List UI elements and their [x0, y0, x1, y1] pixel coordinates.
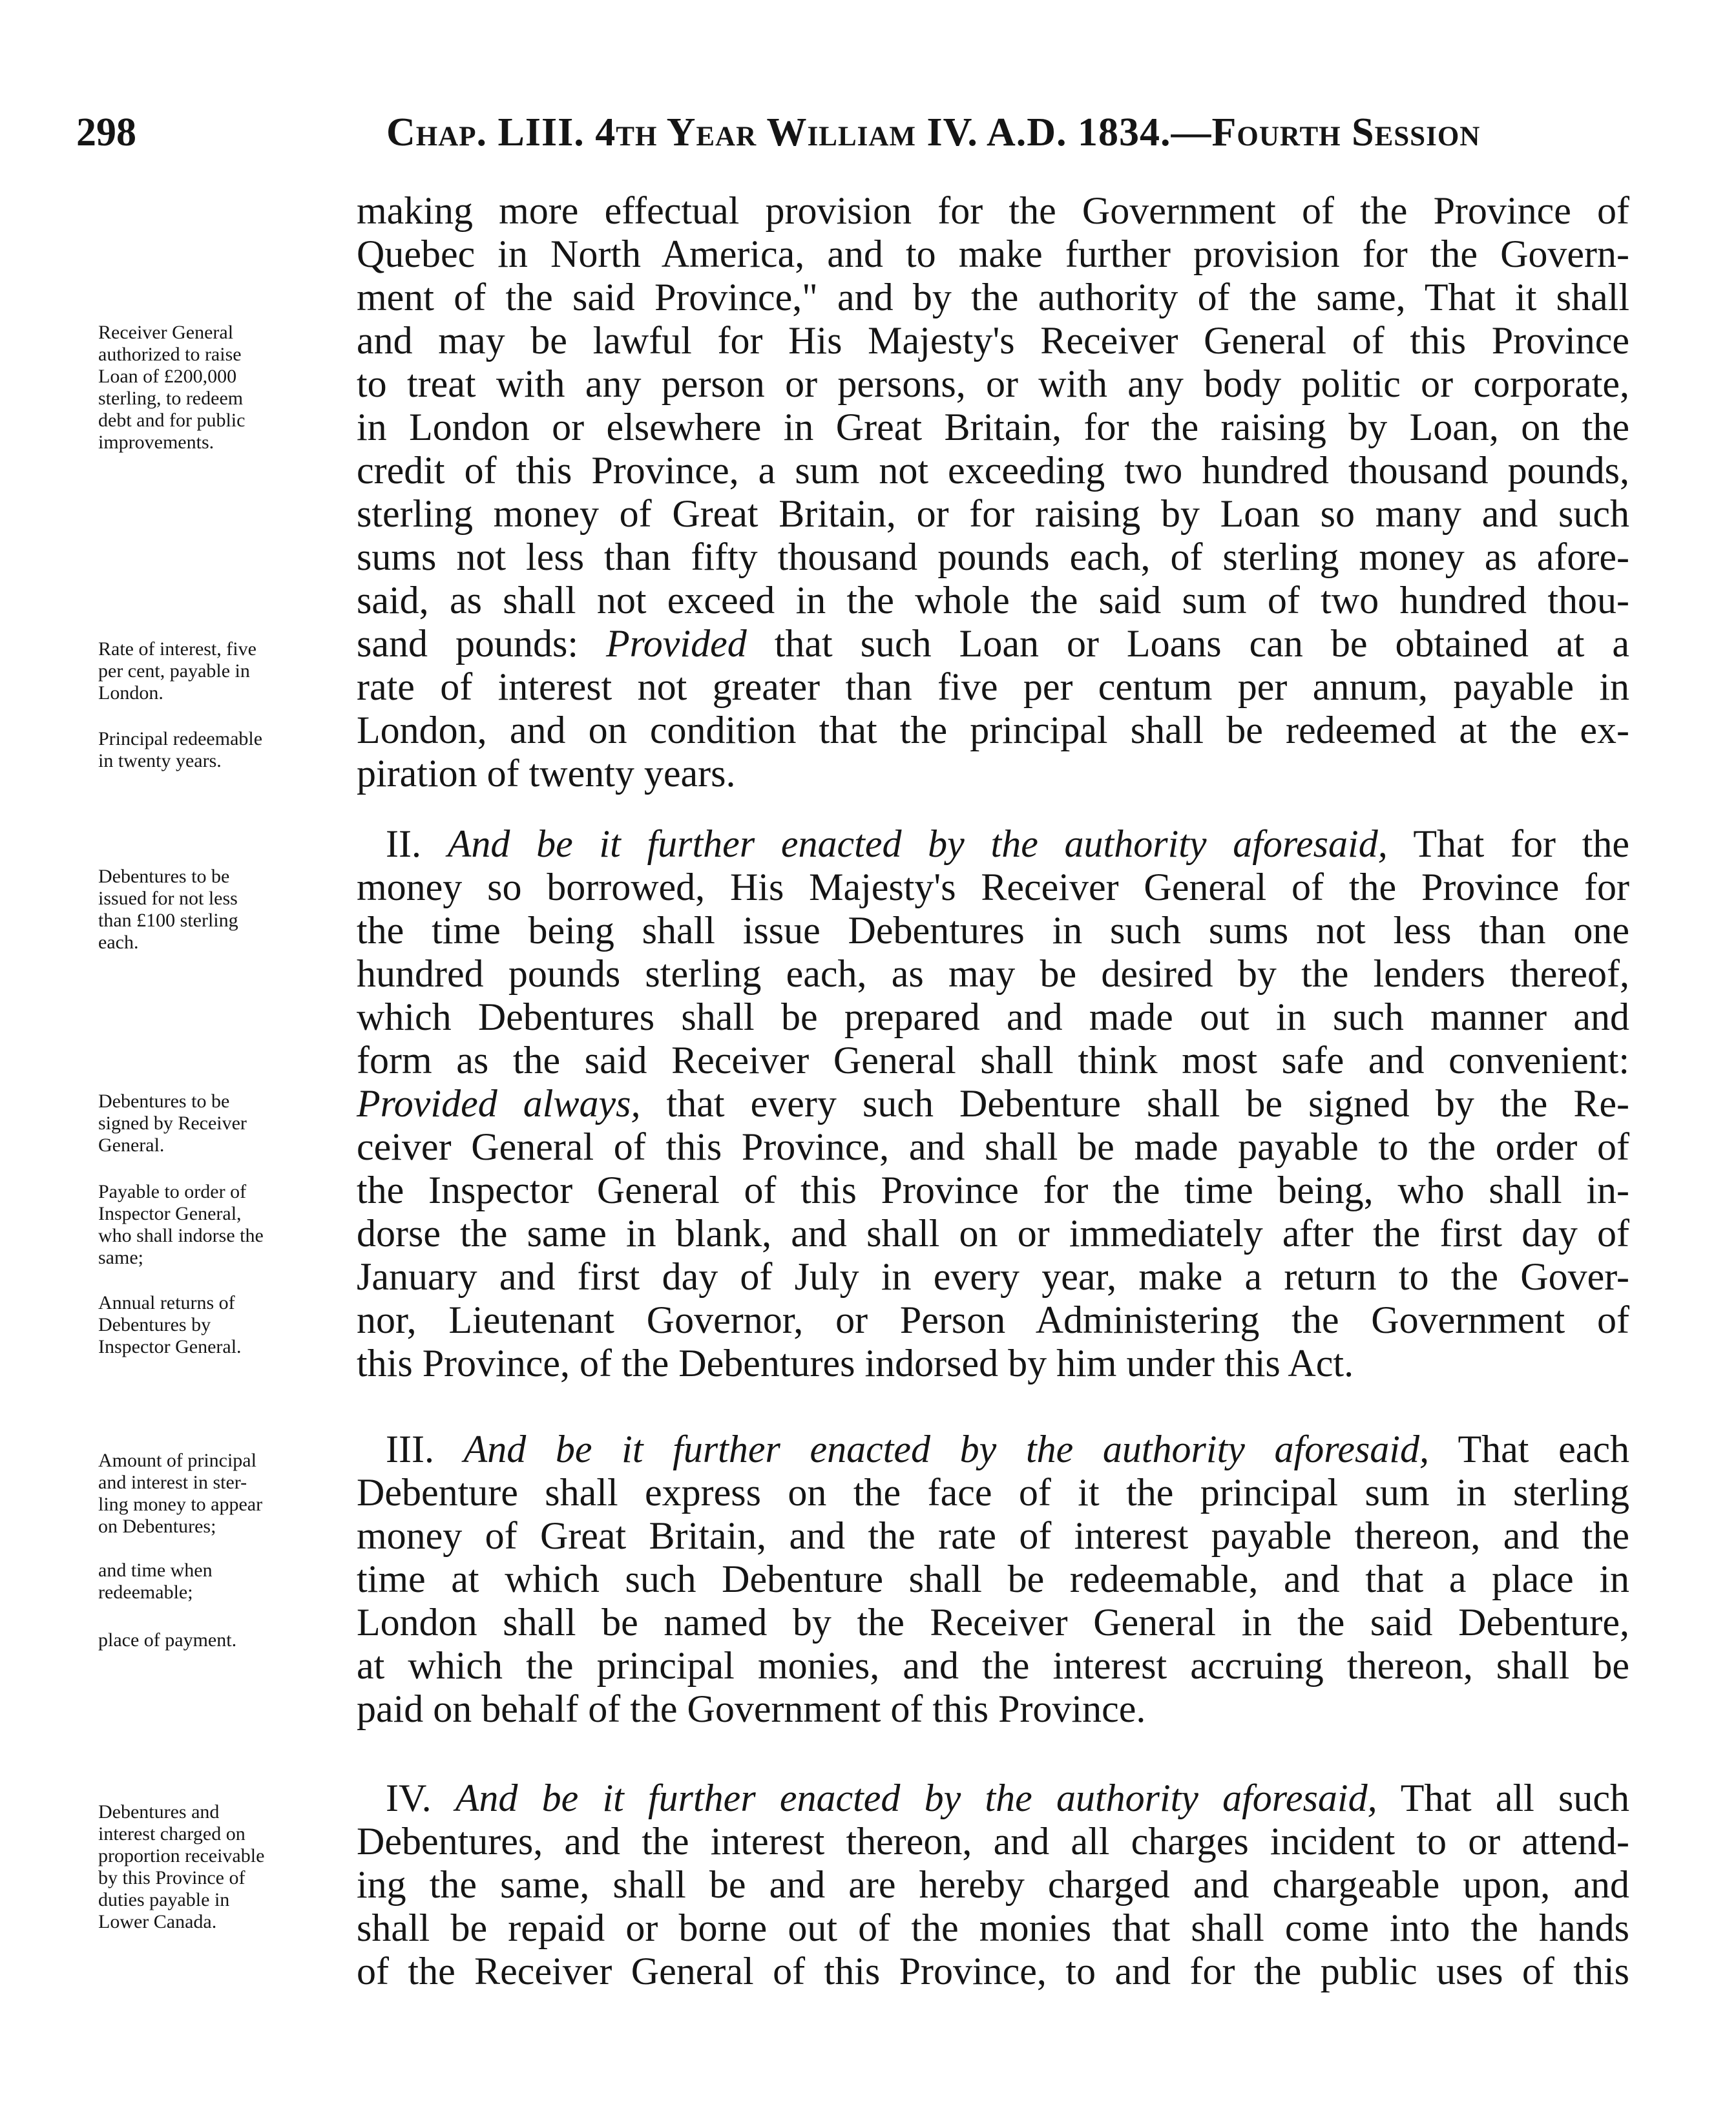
margin-note-line: Receiver General [98, 322, 234, 343]
margin-note-line: Inspector General, [98, 1203, 242, 1224]
text-line: paid on behalf of the Government of this Province. [357, 1688, 1146, 1730]
text-line: to treat with any person or persons, or with any body politic or corporate, [357, 362, 1629, 405]
margin-note-line: duties payable in [98, 1889, 230, 1910]
page-number: 298 [76, 110, 136, 154]
enacting-clause: And be it further enacted by the authority aforesaid, [447, 822, 1388, 865]
section-4 [357, 1777, 1629, 1993]
text-line: the Inspector General of this Province for the time being, who shall in- [357, 1169, 1629, 1211]
margin-note-line: who shall indorse the [98, 1225, 264, 1246]
text-fragment: that such Loan or Loans can be obtained at a [746, 622, 1629, 665]
margin-note-time-redeemable [98, 1560, 350, 1604]
text-line: form as the said Receiver General shall think most safe and convenient: [357, 1039, 1629, 1082]
margin-note-line: ling money to appear [98, 1494, 263, 1515]
margin-note-line: Annual returns of [98, 1292, 235, 1313]
running-title: Chap. LIII. 4th Year William IV. A.D. 1834.—Fourth Session [386, 110, 1481, 154]
section-numeral: IV. [386, 1777, 432, 1819]
margin-note-line: place of payment. [98, 1629, 237, 1651]
text-line: Debenture shall express on the face of it the principal sum in sterling [357, 1471, 1629, 1514]
text-line: money of Great Britain, and the rate of interest payable thereon, and the [357, 1514, 1629, 1557]
proviso-italic: Provided always, [357, 1082, 641, 1125]
text-fragment: that every such Debenture shall be signed by the Re- [640, 1082, 1629, 1125]
margin-note-line: issued for not less [98, 888, 238, 909]
text-line: credit of this Province, a sum not exceeding two hundred thousand pounds, [357, 449, 1629, 492]
page-header [76, 103, 1601, 162]
enacting-clause: And be it further enacted by the authority aforesaid, [463, 1428, 1429, 1470]
text-line: piration of twenty years. [357, 752, 736, 795]
text-line: which Debentures shall be prepared and made out in such manner and [357, 996, 1629, 1038]
margin-note-rate-of-interest [98, 638, 350, 704]
margin-note-loan-authority [98, 322, 350, 454]
margin-note-line: Debentures to be [98, 866, 230, 887]
text-line: ceiver General of this Province, and shall be made payable to the order of [357, 1125, 1629, 1168]
margin-note-line: on Debentures; [98, 1516, 216, 1537]
margin-note-debentures-charged [98, 1801, 350, 1933]
section-4-opening-line [357, 1777, 1629, 1820]
margin-note-line: Debentures by [98, 1314, 211, 1335]
margin-note-line: and time when [98, 1560, 213, 1581]
text-line: London shall be named by the Receiver General in the said Debenture, [357, 1601, 1629, 1644]
margin-note-line: improvements. [98, 432, 214, 453]
margin-note-line: Amount of principal [98, 1450, 256, 1471]
margin-note-line: Rate of interest, five [98, 638, 256, 660]
margin-note-line: sterling, to redeem [98, 388, 244, 409]
text-line: rate of interest not greater than five per centum per annum, payable in [357, 665, 1629, 708]
margin-note-line: than £100 sterling [98, 910, 238, 931]
text-fragment: sand pounds: [357, 622, 606, 665]
text-line [357, 1082, 1629, 1125]
text-line: Quebec in North America, and to make further provision for the Govern- [357, 233, 1629, 275]
text-fragment: That each [1428, 1428, 1630, 1470]
text-line: money so borrowed, His Majesty's Receiver General of the Province for [357, 866, 1629, 908]
section-numeral: II. [386, 822, 421, 865]
margin-note-debentures-signed [98, 1091, 350, 1156]
text-line: nor, Lieutenant Governor, or Person Administering the Government of [357, 1299, 1629, 1341]
margin-note-line: Lower Canada. [98, 1911, 217, 1932]
margin-note-line: Debentures to be [98, 1091, 230, 1112]
text-line: at which the principal monies, and the interest accruing thereon, shall be [357, 1644, 1629, 1687]
text-fragment: That for the [1387, 822, 1629, 865]
margin-note-line: redeemable; [98, 1582, 193, 1603]
text-line: January and first day of July in every year, make a return to the Gover- [357, 1255, 1629, 1298]
text-line: Debentures, and the interest thereon, and all charges incident to or attend- [357, 1820, 1629, 1863]
margin-note-line: Principal redeemable [98, 728, 263, 749]
margin-note-place-of-payment [98, 1629, 350, 1651]
text-line: and may be lawful for His Majesty's Receiver General of this Province [357, 319, 1629, 362]
text-line: the time being shall issue Debentures in such sums not less than one [357, 909, 1629, 952]
text-line: shall be repaid or borne out of the monies that shall come into the hands [357, 1907, 1629, 1949]
section-2 [357, 822, 1629, 1385]
margin-note-principal-redeemable [98, 728, 350, 772]
margin-note-line: per cent, payable in [98, 660, 250, 682]
margin-note-payable-to-order [98, 1181, 350, 1269]
margin-note-line: in twenty years. [98, 750, 222, 771]
text-fragment: That all such [1377, 1777, 1630, 1819]
margin-note-annual-returns [98, 1292, 350, 1358]
section-numeral: III. [386, 1428, 434, 1470]
margin-note-line: Payable to order of [98, 1181, 247, 1202]
margin-note-amount-of-principal [98, 1450, 350, 1538]
margin-note-line: signed by Receiver [98, 1113, 247, 1134]
text-line: hundred pounds sterling each, as may be desired by the lenders thereof, [357, 952, 1629, 995]
margin-note-line: Debentures and [98, 1801, 220, 1823]
margin-note-line: and interest in ster- [98, 1472, 247, 1493]
text-line: ment of the said Province," and by the authority of the same, That it shall [357, 276, 1629, 319]
margin-note-line: by this Province of [98, 1867, 246, 1888]
text-line: sterling money of Great Britain, or for raising by Loan so many and such [357, 492, 1629, 535]
text-line: of the Receiver General of this Province, to and for the public uses of this [357, 1950, 1629, 1992]
text-line: time at which such Debenture shall be redeemable, and that a place in [357, 1558, 1629, 1600]
margin-note-line: interest charged on [98, 1823, 246, 1845]
margin-note-line: Inspector General. [98, 1336, 242, 1357]
text-line: ing the same, shall be and are hereby charged and chargeable upon, and [357, 1863, 1629, 1906]
margin-note-line: each. [98, 932, 139, 953]
text-line: dorse the same in blank, and shall on or immediately after the first day of [357, 1212, 1629, 1255]
section-3-opening-line [357, 1428, 1629, 1471]
margin-note-line: Loan of £200,000 [98, 366, 237, 387]
text-line: said, as shall not exceed in the whole the said sum of two hundred thou- [357, 579, 1629, 622]
margin-note-line: London. [98, 682, 163, 704]
text-line [357, 622, 1629, 665]
margin-note-debentures-issued [98, 866, 350, 954]
proviso-italic: Provided [606, 622, 747, 665]
section-1-continuation [357, 189, 1629, 795]
text-line: in London or elsewhere in Great Britain, for the raising by Loan, on the [357, 406, 1629, 448]
section-3 [357, 1428, 1629, 1731]
margin-note-line: General. [98, 1134, 165, 1156]
text-line: sums not less than fifty thousand pounds each, of sterling money as afore- [357, 536, 1629, 578]
margin-note-line: same; [98, 1247, 143, 1268]
margin-note-line: proportion receivable [98, 1845, 265, 1866]
text-line: London, and on condition that the principal shall be redeemed at the ex- [357, 709, 1629, 751]
section-2-opening-line [357, 822, 1629, 866]
text-line: making more effectual provision for the Government of the Province of [357, 189, 1629, 232]
margin-note-line: authorized to raise [98, 344, 242, 365]
text-line: this Province, of the Debentures indorsed by him under this Act. [357, 1342, 1354, 1385]
margin-note-line: debt and for public [98, 410, 246, 431]
enacting-clause: And be it further enacted by the authority aforesaid, [455, 1777, 1377, 1819]
